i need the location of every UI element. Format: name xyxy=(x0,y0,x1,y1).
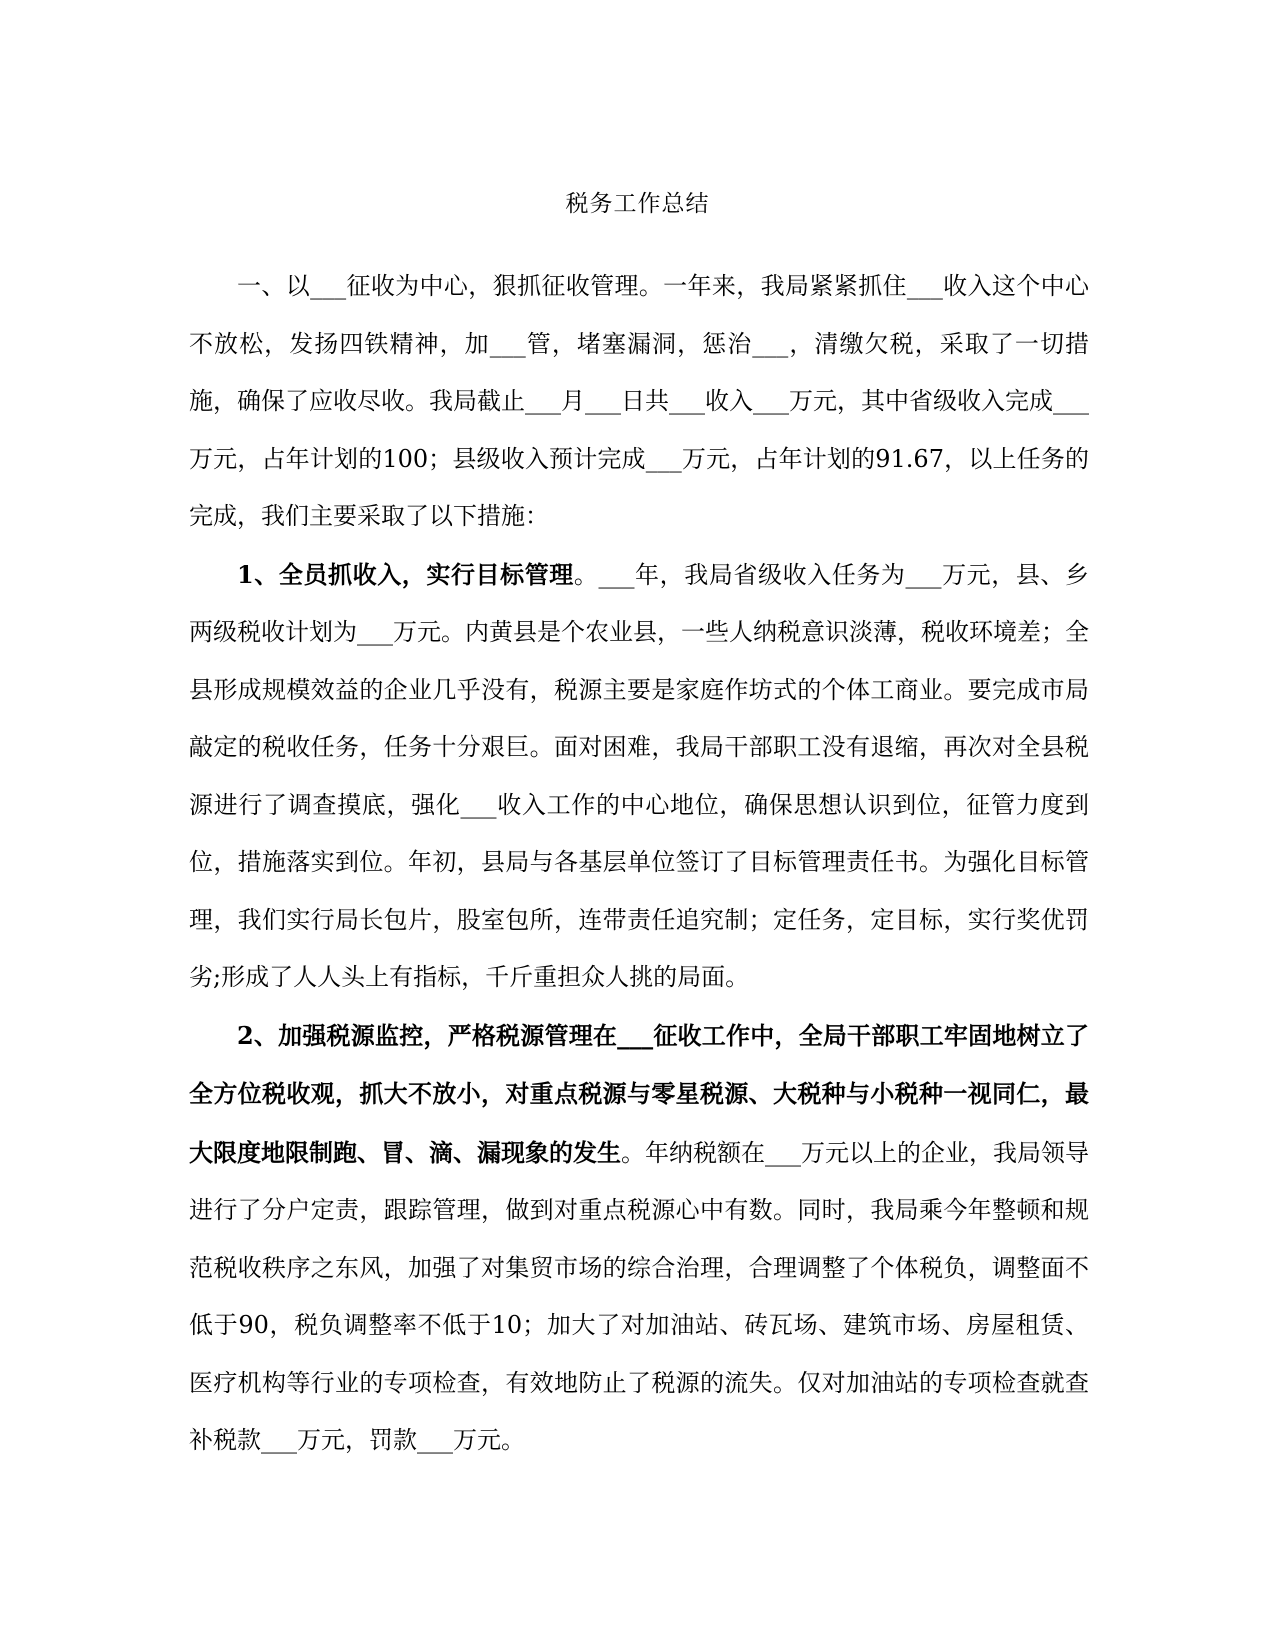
paragraph-1-text: 一、以___征收为中心，狠抓征收管理。一年来，我局紧紧抓住___收入这个中心不放松，发扬四铁精神，加___管，堵塞漏洞，惩治___，清缴欠税，采取了一切措施，确保了应收尽收。我局截止___月___日共___收入___万元，其中省级收入完成___万元，占年计划的100；县级收入预计完成___万元，占年计划的91.67，以上任务的完成，我们主要采取了以下措施： xyxy=(189,272,1089,530)
paragraph-2 xyxy=(189,546,1089,1007)
document-body xyxy=(189,257,1089,1470)
paragraph-3-text: 。年纳税额在___万元以上的企业，我局领导进行了分户定责，跟踪管理，做到对重点税源心中有数。同时，我局乘今年整顿和规范税收秩序之东风，加强了对集贸市场的综合治理，合理调整了个体税负，调整面不低于90，税负调整率不低于10；加大了对加油站、砖瓦场、建筑市场、房屋租赁、医疗机构等行业的专项检查，有效地防止了税源的流失。仅对加油站的专项检查就查补税款___万元，罚款___万元。 xyxy=(189,1138,1089,1454)
paragraph-1 xyxy=(189,257,1089,546)
paragraph-3 xyxy=(189,1007,1089,1470)
paragraph-2-lead: 1、全员抓收入，实行目标管理 xyxy=(237,559,574,589)
paragraph-2-text: 。___年，我局省级收入任务为___万元，县、乡两级税收计划为___万元。内黄县是个农业县，一些人纳税意识淡薄，税收环境差；全县形成规模效益的企业几乎没有，税源主要是家庭作坊式的个体工商业。要完成市局敲定的税收任务，任务十分艰巨。面对困难，我局干部职工没有退缩，再次对全县税源进行了调查摸底，强化___收入工作的中心地位，确保思想认识到位，征管力度到位，措施落实到位。年初，县局与各基层单位签订了目标管理责任书。为强化目标管理，我们实行局长包片，股室包所，连带责任追究制；定任务，定目标，实行奖优罚劣;形成了人人头上有指标，千斤重担众人挑的局面。 xyxy=(189,560,1089,991)
paragraph-3-lead: 2、加强税源监控，严格税源管理在___征收工作中，全局干部职工牢固地树立了全方位税收观，抓大不放小，对重点税源与零星税源、大税种与小税种一视同仁，最大限度地限制跑、冒、滴、漏现象的发生 xyxy=(189,1020,1089,1167)
document-title: 税务工作总结 xyxy=(565,191,710,217)
